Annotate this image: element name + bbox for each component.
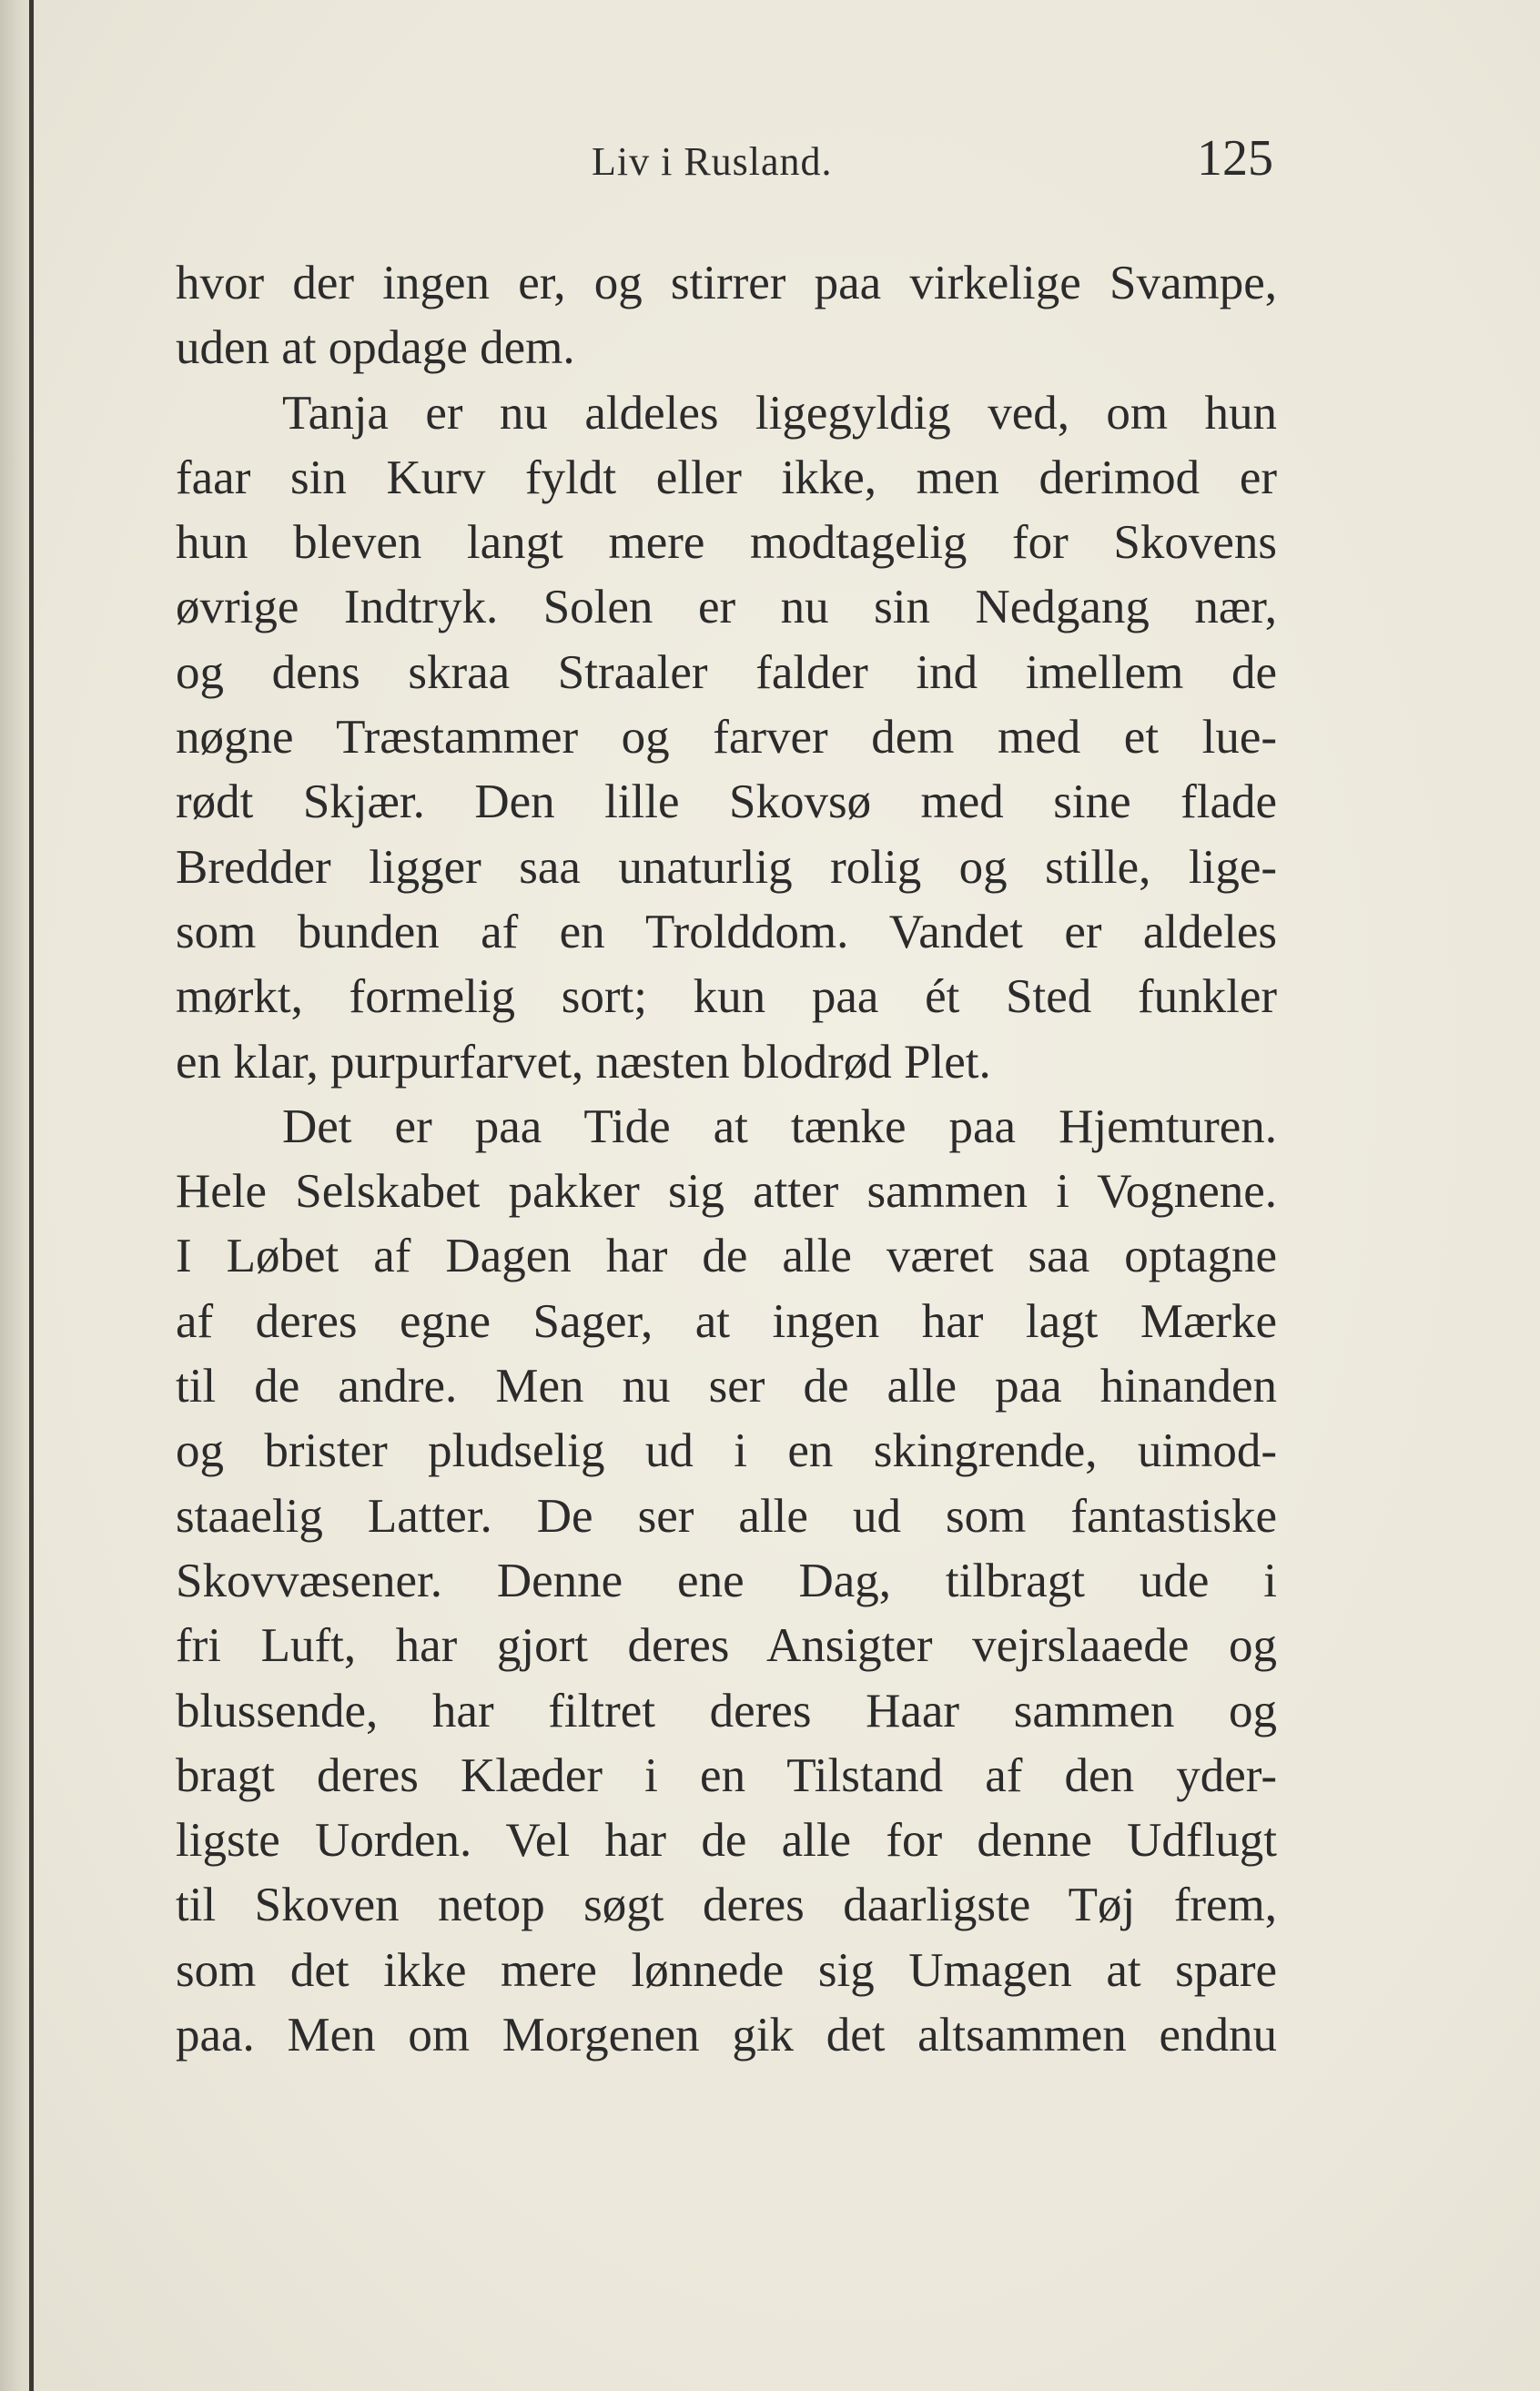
text-line: Hele Selskabet pakker sig atter sammen i Vognene. bbox=[176, 1165, 1277, 1219]
text-line: af deres egne Sager, at ingen har lagt Mærke bbox=[176, 1294, 1277, 1348]
page-number: 125 bbox=[1197, 130, 1273, 187]
text-line: Skovvæsener. Denne ene Dag, tilbragt ude i bbox=[176, 1554, 1277, 1607]
text-line: nøgne Træstammer og farver dem med et lue- bbox=[176, 711, 1277, 765]
text-line: rødt Skjær. Den lille Skovsø med sine flade bbox=[176, 775, 1277, 829]
body-text bbox=[176, 251, 1277, 2068]
text-line: I Løbet af Dagen har de alle været saa optagne bbox=[176, 1230, 1277, 1283]
text-line: øvrige Indtryk. Solen er nu sin Nedgang nær, bbox=[176, 581, 1277, 634]
text-line: paa. Men om Morgenen gik det altsammen endnu bbox=[176, 2009, 1277, 2062]
text-line: Det er paa Tide at tænke paa Hjemturen. bbox=[282, 1099, 1277, 1153]
running-title: Liv i Rusland. bbox=[592, 139, 833, 184]
text-line: faar sin Kurv fyldt eller ikke, men derimod er bbox=[176, 451, 1277, 504]
text-line: som det ikke mere lønnede sig Umagen at spare bbox=[176, 1943, 1277, 1997]
text-line: Bredder ligger saa unaturlig rolig og stille, lige- bbox=[176, 840, 1277, 894]
text-line: bragt deres Klæder i en Tilstand af den yder- bbox=[176, 1748, 1277, 1802]
text-line: Tanja er nu aldeles ligegyldig ved, om hun bbox=[282, 386, 1277, 440]
text-line: blussende, har filtret deres Haar sammen og bbox=[176, 1684, 1277, 1738]
text-line: hvor der ingen er, og stirrer paa virkelige Svampe, bbox=[176, 257, 1277, 309]
text-line: uden at opdage dem. bbox=[176, 321, 575, 375]
text-line: en klar, purpurfarvet, næsten blodrød Plet. bbox=[176, 1035, 991, 1089]
text-line: som bunden af en Trolddom. Vandet er aldeles bbox=[176, 905, 1277, 958]
text-line: og brister pludselig ud i en skingrende, uimod- bbox=[176, 1424, 1277, 1478]
text-line: ligste Uorden. Vel har de alle for denne Udflugt bbox=[176, 1814, 1277, 1868]
text-line: og dens skraa Straaler falder ind imellem de bbox=[176, 645, 1277, 699]
text-line: til Skoven netop søgt deres daarligste Tøj frem, bbox=[176, 1879, 1277, 1932]
running-head bbox=[0, 129, 1540, 202]
text-line: staaelig Latter. De ser alle ud som fantastiske bbox=[176, 1489, 1277, 1543]
text-line: til de andre. Men nu ser de alle paa hinanden bbox=[176, 1360, 1277, 1413]
text-line: mørkt, formelig sort; kun paa ét Sted funkler bbox=[176, 970, 1277, 1024]
page-edge-line bbox=[29, 0, 34, 2391]
text-line: fri Luft, har gjort deres Ansigter vejrslaaede og bbox=[176, 1619, 1277, 1673]
text-line: hun bleven langt mere modtagelig for Skovens bbox=[176, 516, 1277, 570]
